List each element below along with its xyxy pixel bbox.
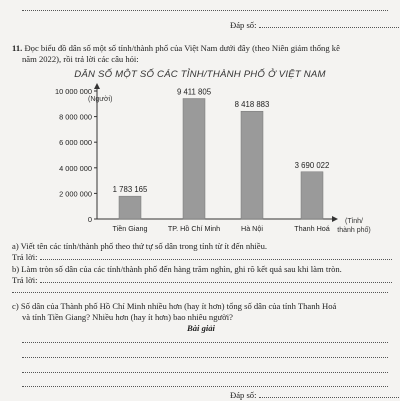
question-b-answer-row bbox=[12, 275, 392, 286]
y-tick-label: 0 bbox=[87, 215, 92, 224]
y-tick-label: 6 000 000 bbox=[59, 138, 92, 148]
y-axis-title: (Người) bbox=[88, 96, 113, 103]
question-intro-line2: năm 2022), rồi trả lời các câu hỏi: bbox=[22, 54, 139, 64]
question-b-answer-line[interactable] bbox=[12, 292, 388, 293]
final-answer-label: Đáp số: bbox=[230, 390, 257, 400]
question-intro-text1: Đọc biểu đồ dân số một số tỉnh/thành phố của Việt Nam dưới đây (theo Niên giám thống kê bbox=[24, 43, 340, 53]
category-label: Thanh Hoá bbox=[294, 224, 330, 233]
chart-title: DÂN SỐ MỘT SỐ CÁC TỈNH/THÀNH PHỐ Ở VIỆT NAM bbox=[74, 69, 326, 80]
solution-line[interactable] bbox=[22, 372, 388, 373]
category-label: Hà Nội bbox=[241, 224, 263, 233]
question-number: 11. bbox=[12, 43, 23, 53]
solution-line[interactable] bbox=[22, 342, 388, 343]
bar bbox=[119, 196, 141, 219]
solution-heading: Bài giải bbox=[187, 323, 215, 333]
question-c-line1: c) Số dân của Thành phố Hồ Chí Minh nhiều hơn (hay ít hơn) tổng số dân của tỉnh Thanh Hoá bbox=[12, 301, 337, 311]
question-b-answer-label: Trả lời: bbox=[12, 275, 38, 285]
y-tick-label: 2 000 000 bbox=[59, 189, 92, 199]
bar bbox=[301, 172, 323, 219]
bar-value-label: 3 690 022 bbox=[294, 160, 330, 170]
question-c-line2: và tỉnh Tiền Giang? Nhiều hơn (hay ít hơn) bao nhiêu người? bbox=[22, 312, 233, 322]
x-axis-arrow bbox=[332, 216, 338, 222]
question-a-answer-field[interactable] bbox=[40, 252, 392, 260]
bar bbox=[183, 99, 205, 219]
final-answer-row bbox=[230, 390, 399, 401]
solution-line[interactable] bbox=[22, 357, 388, 358]
category-label: TP. Hồ Chí Minh bbox=[167, 224, 221, 233]
question-a: a) Viết tên các tỉnh/thành phố theo thứ tự số dân trong tỉnh từ ít đến nhiều. bbox=[12, 241, 268, 251]
x-axis-title-line1: (Tỉnh/ bbox=[345, 218, 363, 225]
x-axis-title-line2: thành phố) bbox=[337, 227, 371, 234]
bar-value-label: 9 411 805 bbox=[176, 87, 212, 97]
final-answer-field[interactable] bbox=[259, 390, 399, 398]
question-b-answer-field[interactable] bbox=[40, 275, 392, 283]
bar bbox=[241, 111, 263, 219]
bar-value-label: 1 783 165 bbox=[112, 185, 148, 195]
y-tick-label: 4 000 000 bbox=[59, 163, 92, 173]
y-tick-label: 10 000 000 bbox=[55, 87, 92, 96]
top-answer-label: Đáp số: bbox=[230, 20, 257, 30]
y-axis-arrow bbox=[94, 83, 100, 89]
bar-value-label: 8 418 883 bbox=[234, 100, 270, 110]
y-tick-label: 8 000 000 bbox=[59, 112, 92, 122]
question-b: b) Làm tròn số dân của các tỉnh/thành phố đến hàng trăm nghìn, ghi rõ kết quả sau khi làm tròn. bbox=[12, 264, 342, 274]
question-a-answer-label: Trả lời: bbox=[12, 252, 38, 262]
solution-line[interactable] bbox=[22, 386, 388, 387]
question-a-answer-row bbox=[12, 252, 392, 263]
category-label: Tiền Giang bbox=[112, 224, 148, 233]
